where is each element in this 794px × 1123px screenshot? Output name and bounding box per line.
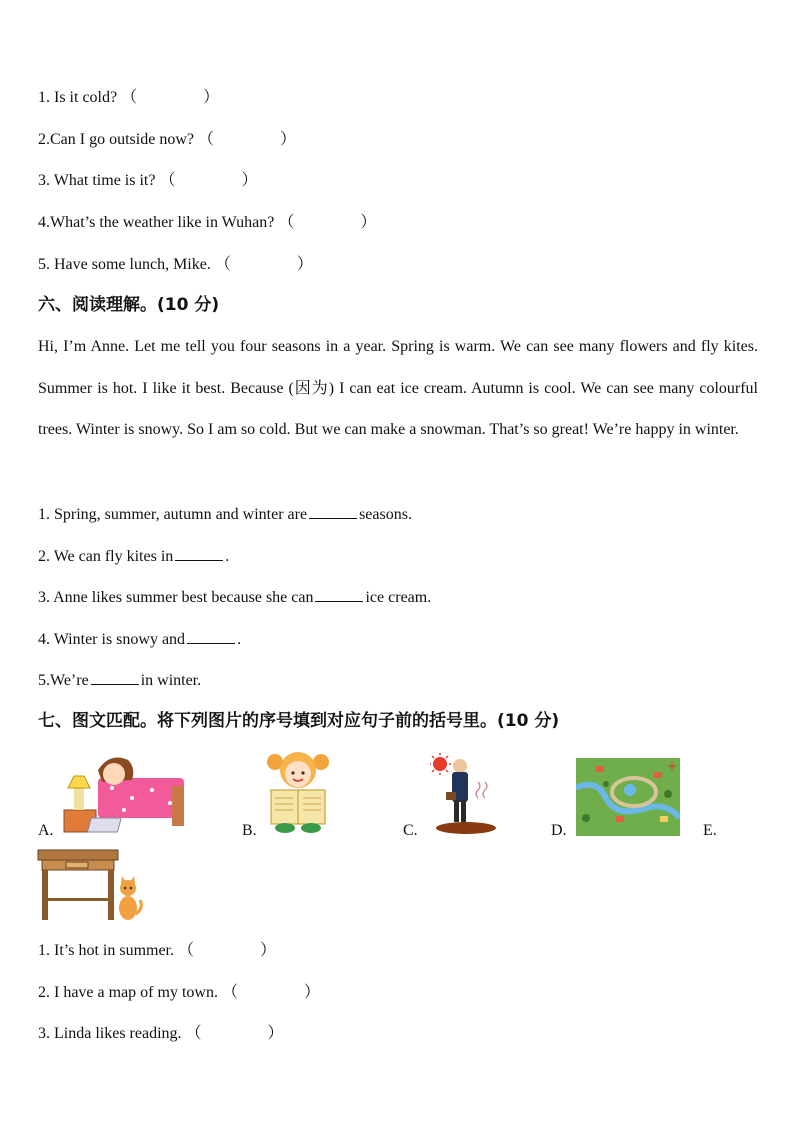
fill-blank[interactable] [187,629,235,644]
s6-question-3: 3. Anne likes summer best because she can ice cream. [38,589,432,606]
option-label-b: B. [242,822,257,839]
s5-question-3: 3. What time is it? （ ） [38,172,258,189]
man-hot-sun-picture [430,752,502,836]
desk-and-cat-picture [36,848,144,924]
girl-reading-book-picture [265,748,331,834]
option-label-a: A. [38,822,54,839]
s6-question-4: 4. Winter is snowy and . [38,631,242,648]
girl-sleeping-in-bed-picture [62,748,186,834]
fill-blank[interactable] [315,587,363,602]
s6-question-2: 2. We can fly kites in . [38,548,230,565]
fill-blank[interactable] [309,504,357,519]
s6-question-1: 1. Spring, summer, autumn and winter are seasons. [38,506,412,523]
option-label-e: E. [703,822,717,839]
fill-blank[interactable] [91,670,139,685]
town-map-picture [576,758,680,836]
s5-question-5: 5. Have some lunch, Mike. （ ） [38,256,313,273]
fill-blank[interactable] [175,546,223,561]
s7-question-2: 2. I have a map of my town. （ ） [38,984,320,1001]
section7-heading: 七、图文匹配。将下列图片的序号填到对应句子前的括号里。(10 分) [38,711,560,731]
s5-question-1: 1. Is it cold? （ ） [38,89,220,106]
s5-question-4: 4.What’s the weather like in Wuhan? （ ） [38,214,377,231]
option-label-d: D. [551,822,567,839]
reading-passage: Hi, I’m Anne. Let me tell you four seasons in a year. Spring is warm. We can see many flowers and fly kites. Summer is hot. I like it best. Because (因为) I can eat ice cream. Autumn is cool. We can see many colourful trees. Winter is snowy. So I am so cold. But we can make a snowman. That’s so great! We’re happy in winter. [38,338,758,438]
section6-heading: 六、阅读理解。(10 分) [38,295,220,315]
s5-question-2: 2.Can I go outside now? （ ） [38,131,297,148]
answer-paren-close: ） [203,89,220,106]
s7-question-3: 3. Linda likes reading. （ ） [38,1025,284,1042]
answer-paren-open: （ [121,89,138,106]
option-label-c: C. [403,822,418,839]
s7-question-1: 1. It’s hot in summer. （ ） [38,942,277,959]
s6-question-5: 5.We’re in winter. [38,672,202,689]
